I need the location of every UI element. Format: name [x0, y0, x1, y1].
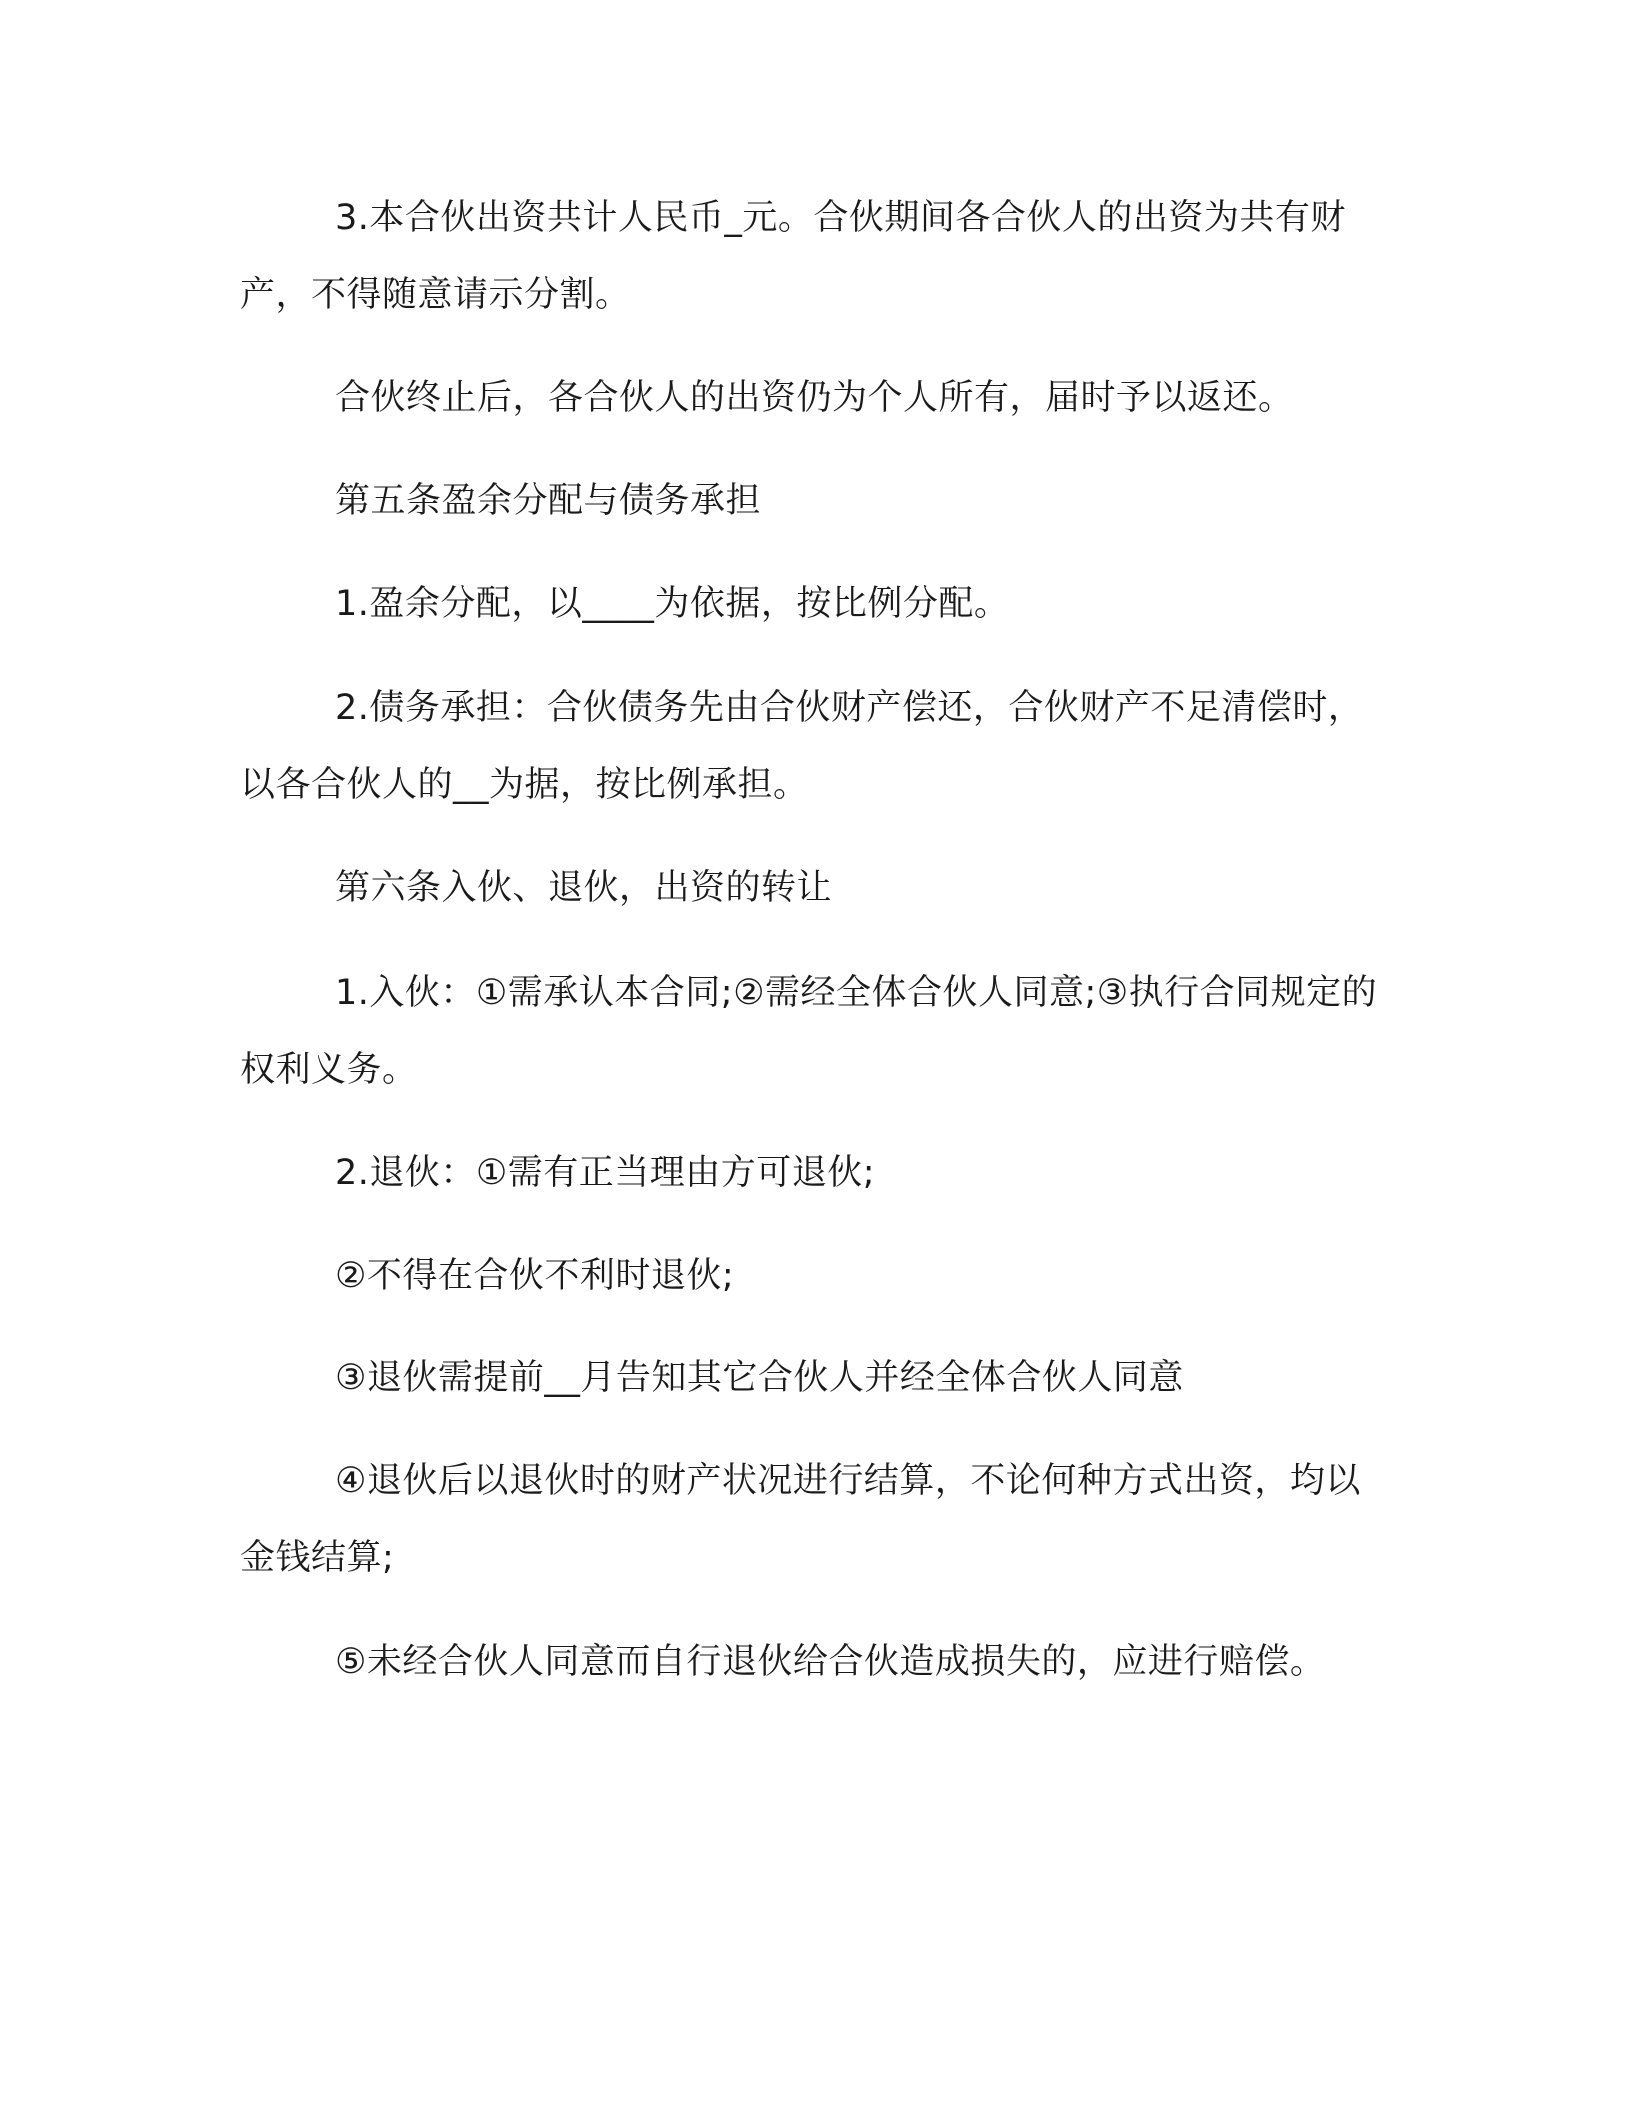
- paragraph-withdrawal-4: ④退伙后以退伙时的财产状况进行结算，不论何种方式出资，均以金钱结算;: [240, 1461, 1361, 1578]
- article-6-heading: 第六条入伙、退伙，出资的转让: [335, 868, 833, 908]
- paragraph-capital-contribution: 3.本合伙出资共计人民币_元。合伙期间各合伙人的出资为共有财产，不得随意请示分割。: [240, 198, 1346, 315]
- paragraph-withdrawal-2: ②不得在合伙不利时退伙;: [335, 1256, 735, 1296]
- paragraph-withdrawal-5: ⑤未经合伙人同意而自行退伙给合伙造成损失的，应进行赔偿。: [335, 1642, 1326, 1682]
- paragraph-withdrawal-1: 2.退伙：①需有正当理由方可退伙;: [335, 1153, 876, 1193]
- paragraph-termination-return: 合伙终止后，各合伙人的出资仍为个人所有，届时予以返还。: [335, 378, 1294, 418]
- paragraph-joining: 1.入伙：①需承认本合同;②需经全体合伙人同意;③执行合同规定的权利义务。: [240, 973, 1378, 1090]
- paragraph-profit-distribution: 1.盈余分配，以____为依据，按比例分配。: [335, 584, 1010, 624]
- paragraph-withdrawal-3: ③退伙需提前__月告知其它合伙人并经全体合伙人同意: [335, 1358, 1184, 1398]
- article-5-heading: 第五条盈余分配与债务承担: [335, 481, 762, 521]
- paragraph-debt-bearing: 2.债务承担：合伙债务先由合伙财产偿还，合伙财产不足清偿时，以各合伙人的__为据，按比例承担。: [240, 688, 1364, 805]
